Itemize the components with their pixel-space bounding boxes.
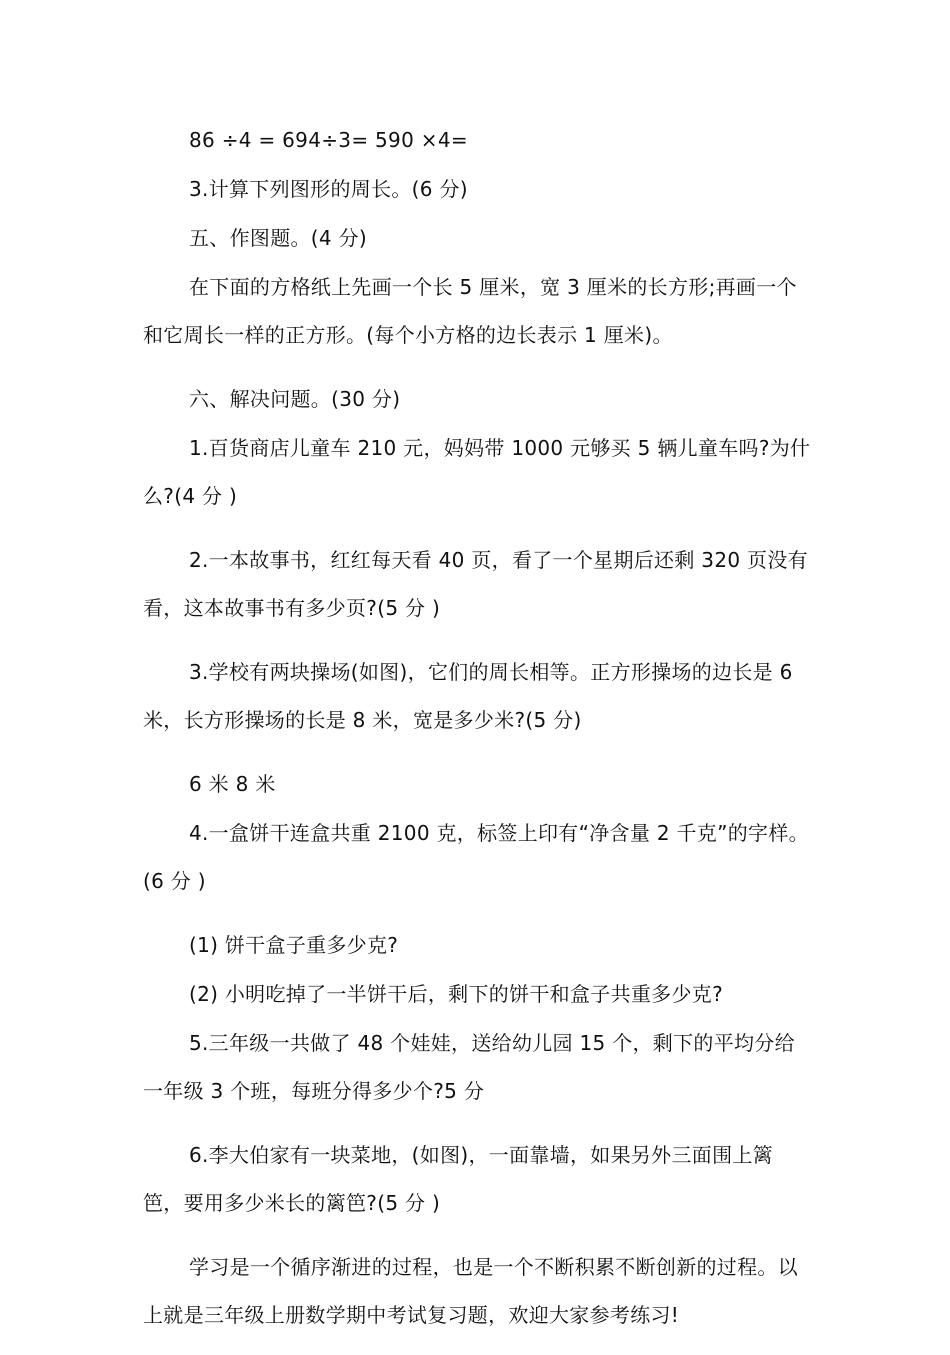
problem-5: 5.三年级一共做了 48 个娃娃，送给幼儿园 15 个，剩下的平均分给一年级 3 个班，每班分得多少个?5 分: [143, 1031, 795, 1103]
problem-4-part-2: (2) 小明吃掉了一半饼干后，剩下的饼干和盒子共重多少克?: [189, 982, 724, 1006]
problem-1: 1.百货商店儿童车 210 元，妈妈带 1000 元够买 5 辆儿童车吗?为什么?(4 分 ): [143, 436, 811, 508]
paragraph-calculation-row: 86 ÷4 = 694÷3= 590 ×4=: [189, 128, 468, 152]
figure-caption-dimensions: 6 米 8 米: [189, 772, 276, 796]
paragraph-perimeter-question: 3.计算下列图形的周长。(6 分): [189, 177, 468, 201]
problem-4-part-1: (1) 饼干盒子重多少克?: [189, 933, 399, 957]
problem-2: 2.一本故事书，红红每天看 40 页，看了一个星期后还剩 320 页没有看，这本故事书有多少页?(5 分 ): [143, 548, 808, 620]
problem-4: 4.一盒饼干连盒共重 2100 克，标签上印有“净含量 2 千克”的字样。(6 分 ): [143, 821, 809, 893]
closing-paragraph: 学习是一个循序渐进的过程，也是一个不断积累不断创新的过程。以上就是三年级上册数学期中考试复习题，欢迎大家参考练习!: [143, 1255, 798, 1327]
paragraph-drawing-instruction: 在下面的方格纸上先画一个长 5 厘米，宽 3 厘米的长方形;再画一个和它周长一样的正方形。(每个小方格的边长表示 1 厘米)。: [143, 275, 797, 347]
problem-6: 6.李大伯家有一块菜地，(如图)，一面靠墙，如果另外三面围上篱笆，要用多少米长的篱笆?(5 分 ): [143, 1143, 773, 1215]
section-heading-drawing: 五、作图题。(4 分): [189, 226, 367, 250]
problem-3: 3.学校有两块操场(如图)，它们的周长相等。正方形操场的边长是 6 米，长方形操场的长是 8 米，宽是多少米?(5 分): [143, 660, 793, 732]
document-body: [143, 116, 813, 1355]
section-heading-problems: 六、解决问题。(30 分): [189, 387, 401, 411]
